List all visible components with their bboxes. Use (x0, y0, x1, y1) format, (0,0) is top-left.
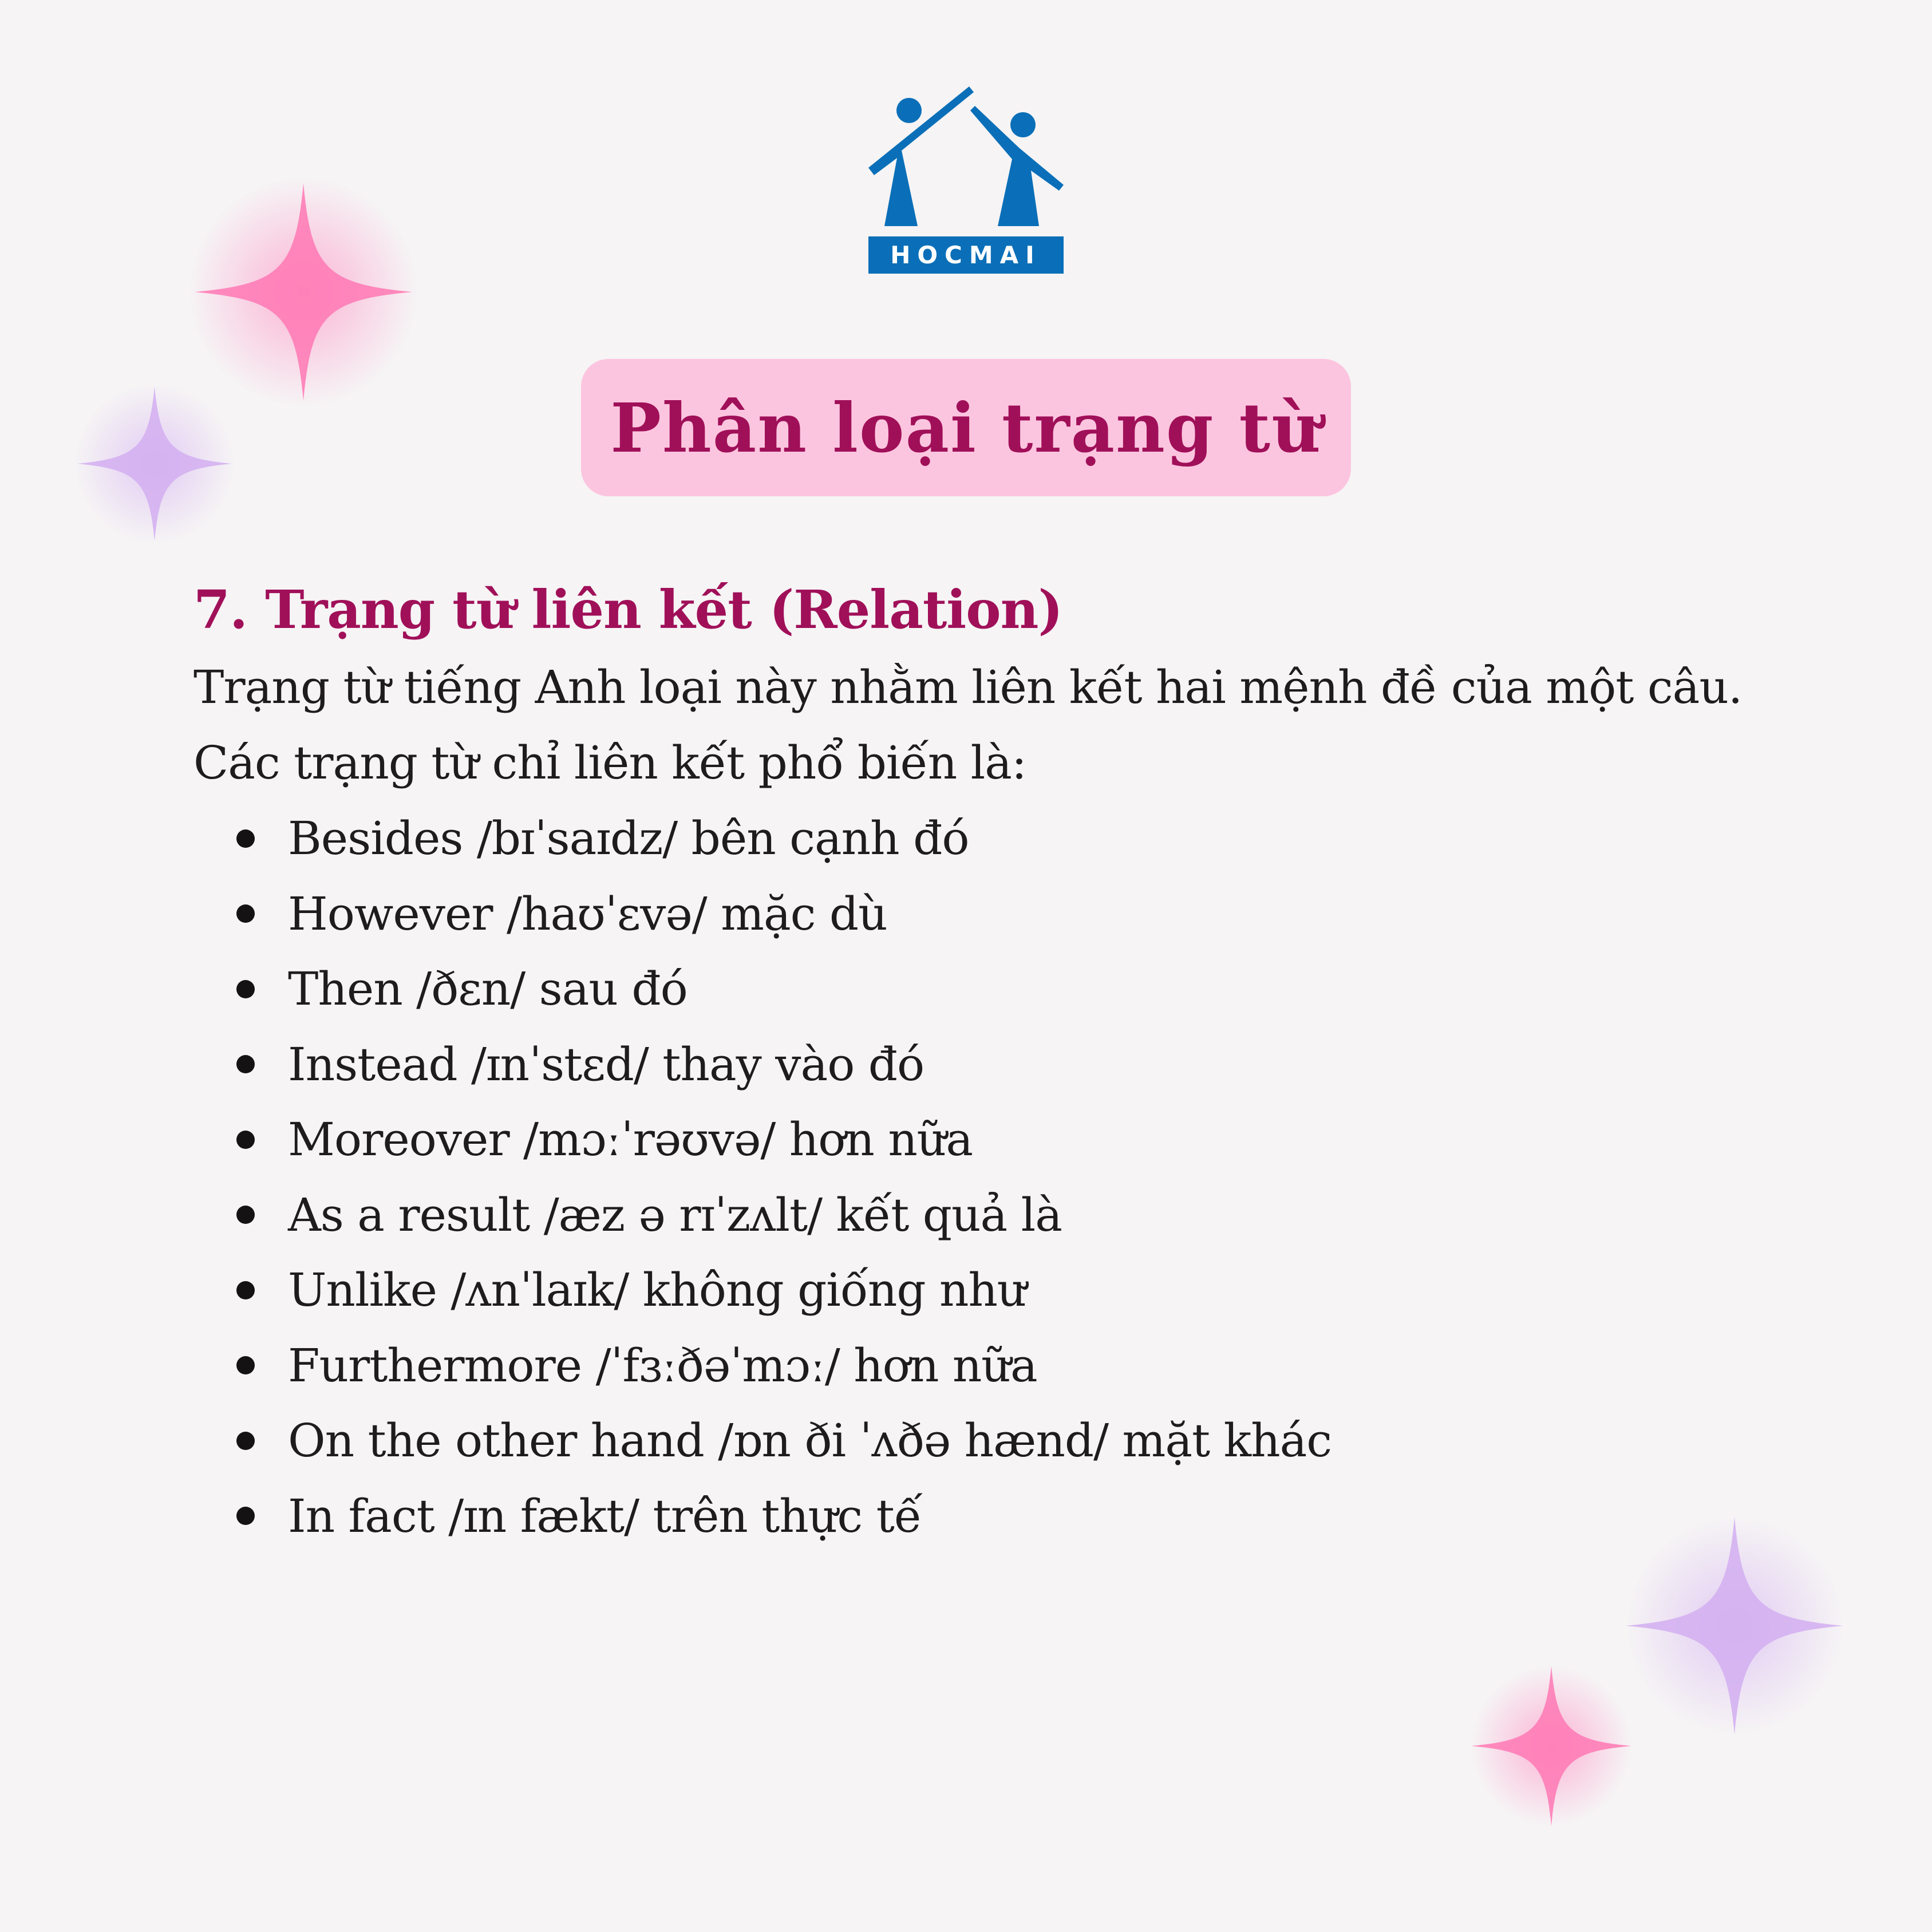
bullet-icon (236, 1432, 255, 1450)
logo-text: HOCMAI (890, 241, 1041, 269)
list-item (193, 1403, 1796, 1479)
hocmai-logo (867, 85, 1065, 276)
bullet-icon (236, 980, 255, 998)
list-item (193, 1328, 1796, 1404)
list-item-text: Moreover /mɔːˈrəʊvə/ hơn nữa (288, 1113, 973, 1166)
list-item (193, 1253, 1796, 1328)
title-badge (581, 359, 1351, 496)
page-title: Phân loại trạng từ (610, 388, 1322, 468)
bullet-icon (236, 1055, 255, 1073)
list-item-text: Unlike /ʌnˈlaɪk/ không giống như (288, 1263, 1026, 1317)
list-item-text: Then /ðɛn/ sau đó (288, 962, 688, 1016)
bullet-icon (236, 1507, 255, 1525)
bullet-icon (236, 1356, 255, 1374)
bullet-icon (236, 1281, 255, 1299)
list-item-text: As a result /æz ə rɪˈzʌlt/ kết quả là (288, 1188, 1062, 1242)
section-heading: 7. Trạng từ liên kết (Relation) (193, 579, 1063, 641)
sparkle-lilac-icon (69, 378, 240, 550)
sparkle-pink-icon (1465, 1660, 1637, 1832)
list-item (193, 951, 1796, 1027)
bullet-icon (236, 829, 255, 848)
list-item (193, 876, 1796, 952)
list-item (193, 1479, 1796, 1554)
list-item-text: Besides /bɪˈsaɪdz/ bên cạnh đó (288, 812, 969, 865)
list-item (193, 801, 1796, 876)
adverb-list (193, 801, 1796, 1554)
bullet-icon (236, 904, 255, 923)
bullet-icon (236, 1131, 255, 1149)
list-item (193, 1027, 1796, 1103)
list-item-text: Instead /ɪnˈstɛd/ thay vào đó (288, 1037, 924, 1091)
list-item-text: However /haʊˈɛvə/ mặc dù (288, 887, 887, 941)
list-item (193, 1178, 1796, 1253)
content-section (193, 570, 1796, 1554)
sparkle-pink-icon (183, 172, 424, 412)
list-item-text: In fact /ɪn fækt/ trên thực tế (288, 1489, 922, 1543)
list-item-text: On the other hand /ɒn ði ˈʌðə hænd/ mặt khác (288, 1414, 1332, 1467)
list-item-text: Furthermore /ˈfɜːðəˈmɔː/ hơn nữa (288, 1338, 1037, 1392)
bullet-icon (236, 1206, 255, 1224)
list-item (193, 1102, 1796, 1178)
intro-line: Trạng từ tiếng Anh loại này nhằm liên kết hai mệnh đề của một câu. (193, 661, 1743, 714)
intro-line: Các trạng từ chỉ liên kết phổ biến là: (193, 736, 1026, 789)
